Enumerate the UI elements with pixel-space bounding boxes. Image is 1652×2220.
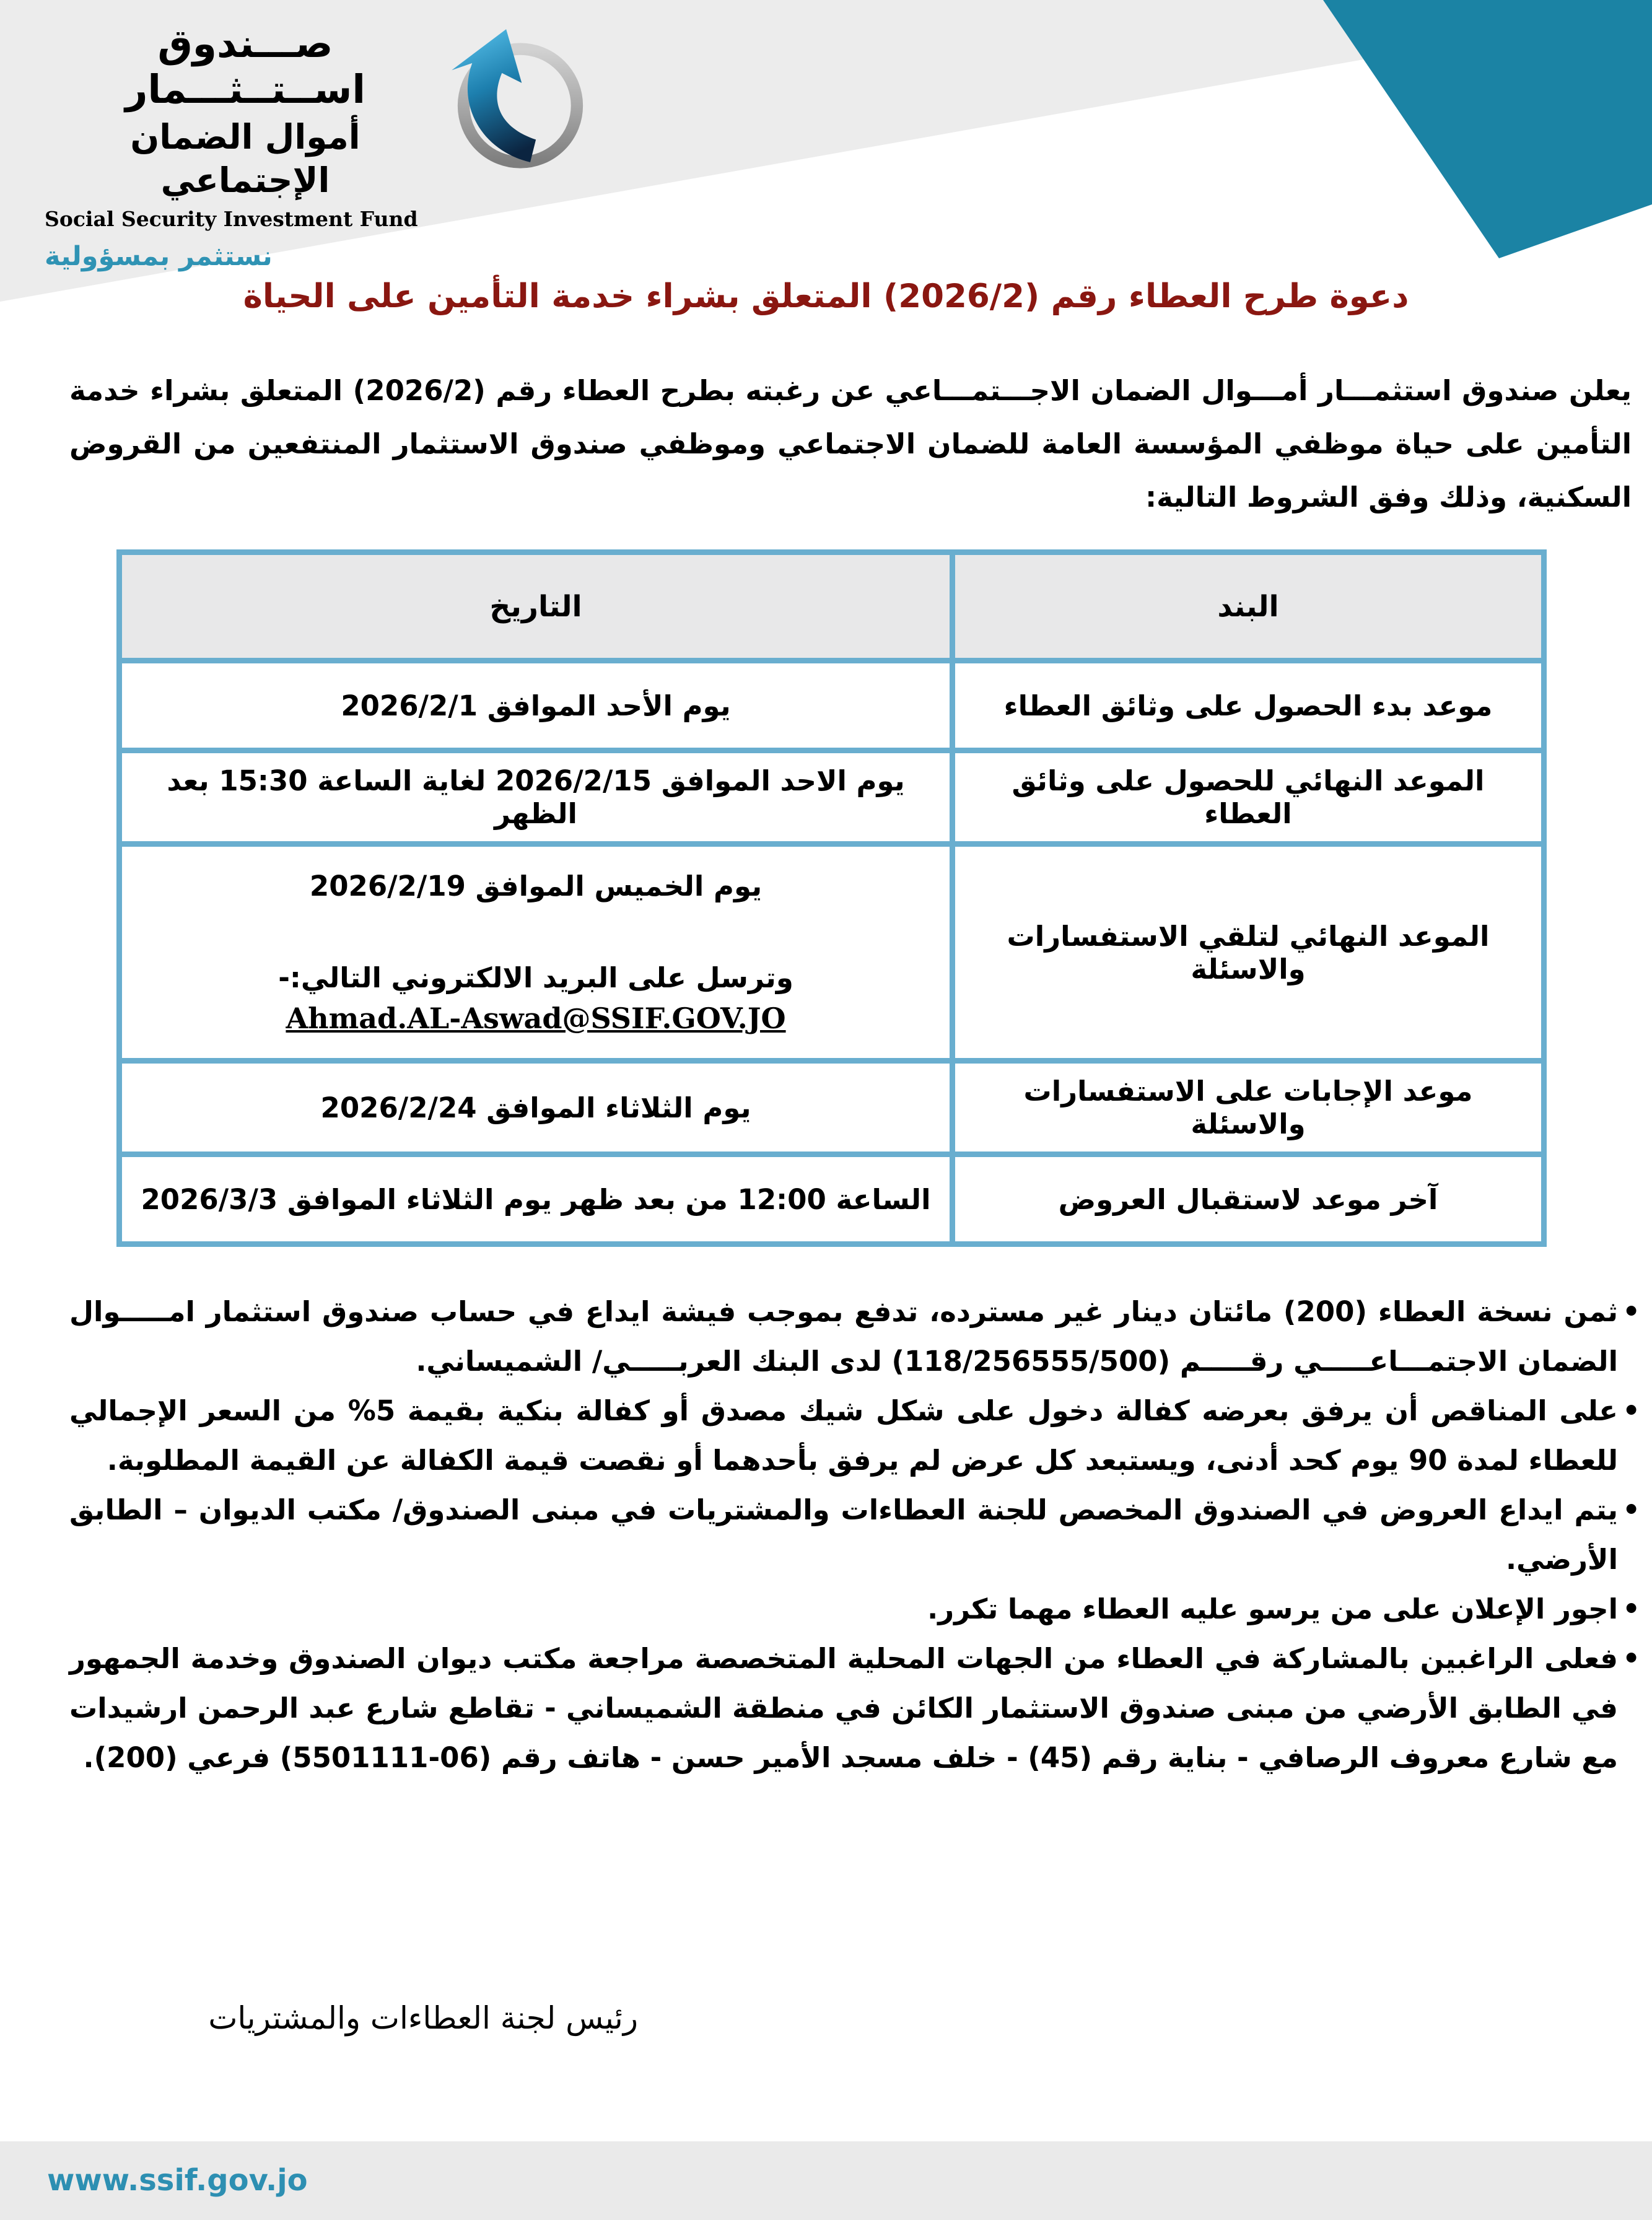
terms-list — [69, 1287, 1618, 1783]
date-cell: يوم الثلاثاء الموافق 2026/2/24 — [120, 1061, 953, 1155]
page-title: دعوة طرح العطاء رقم (2026/2) المتعلق بشراء خدمة التأمين على الحياة — [243, 278, 1409, 315]
item-cell: موعد الإجابات على الاستفسارات والاسئلة — [953, 1061, 1544, 1155]
item-cell: آخر موعد لاستقبال العروض — [953, 1155, 1544, 1244]
column-header-item: البند — [953, 553, 1544, 661]
item-cell: الموعد النهائي للحصول على وثائق العطاء — [953, 751, 1544, 844]
list-item: • يتم ايداع العروض في الصندوق المخصص للجنة العطاءات والمشتريات في مبنى الصندوق/ مكتب الديوان – الطابق الأرضي. — [69, 1485, 1618, 1584]
table-row — [120, 661, 1544, 751]
date-cell: الساعة 12:00 من بعد ظهر يوم الثلاثاء الموافق 2026/3/3 — [120, 1155, 953, 1244]
table-header-row — [120, 553, 1544, 661]
footer-bar — [0, 2141, 1652, 2220]
circular-arrow-logo-icon — [441, 25, 590, 177]
logo-english-name: Social Security Investment Fund — [45, 207, 418, 231]
logo-arabic-name-line1: صـــندوق اســتــثـــمار — [125, 21, 365, 112]
list-item: • فعلى الراغبين بالمشاركة في العطاء من الجهات المحلية المتخصصة مراجعة مكتب ديوان الصندوق وخدمة الجمهور في الطابق الأرضي من مبنى صندوق الاستثمار الكائن في منطقة الشميساني - تقاطع شارع عبد الرحمن ارشيدات مع شارع معروف الرصافي - بناية رقم (45) - خلف مسجد الأمير حسن - هاتف رقم (06-5501111) فرعي (200). — [69, 1634, 1618, 1783]
email-link[interactable]: Ahmad.AL-Aswad@SSIF.GOV.JO — [286, 1002, 786, 1035]
logo-tagline: نستثمر بمسؤولية — [45, 241, 273, 272]
date-cell: يوم الأحد الموافق 2026/2/1 — [120, 661, 953, 751]
logo-arabic-name-line2: أموال الضمان الإجتماعي — [130, 117, 361, 200]
tender-schedule-table — [116, 549, 1547, 1247]
date-cell — [120, 844, 953, 1061]
list-item: • ثمن نسخة العطاء (200) مائتان دينار غير مسترده، تدفع بموجب فيشة ايداع في حساب صندوق استثمار امـــــوال الضمان الاجتمـــاعـــــي رقـــــم (118/256555/500) لدى البنك العربـــــي/ الشميساني. — [69, 1287, 1618, 1386]
logo — [45, 21, 446, 272]
date-line1: يوم الخميس الموافق 2026/2/19 — [309, 870, 763, 902]
item-cell: الموعد النهائي لتلقي الاستفسارات والاسئلة — [953, 844, 1544, 1061]
table-row — [120, 844, 1544, 1061]
table-row — [120, 1155, 1544, 1244]
item-cell: موعد بدء الحصول على وثائق العطاء — [953, 661, 1544, 751]
table-row — [120, 1061, 1544, 1155]
date-line2: وترسل على البريد الالكتروني التالي:- — [278, 961, 793, 994]
column-header-date: التاريخ — [120, 553, 953, 661]
table-row — [120, 751, 1544, 844]
signature-title: رئيس لجنة العطاءات والمشتريات — [208, 2000, 638, 2036]
website-link[interactable]: www.ssif.gov.jo — [47, 2163, 308, 2198]
intro-paragraph: يعلن صندوق استثمـــار أمـــوال الضمان الاجـــتمـــاعي عن رغبته بطرح العطاء رقم (2026/2) المتعلق بشراء خدمة التأمين على حياة موظفي المؤسسة العامة للضمان الاجتماعي وموظفي صندوق الاستثمار المنتفعين من القروض السكنية، وذلك وفق الشروط التالية: — [69, 374, 1632, 513]
list-item: • اجور الإعلان على من يرسو عليه العطاء مهما تكرر. — [69, 1584, 1618, 1634]
list-item: • على المناقص أن يرفق بعرضه كفالة دخول على شكل شيك مصدق أو كفالة بنكية بقيمة 5% من السعر الإجمالي للعطاء لمدة 90 يوم كحد أدنى، ويستبعد كل عرض لم يرفق بأحدهما أو نقصت قيمة الكفالة عن القيمة المطلوبة. — [69, 1386, 1618, 1485]
date-cell: يوم الاحد الموافق 2026/2/15 لغاية الساعة 15:30 بعد الظهر — [120, 751, 953, 844]
